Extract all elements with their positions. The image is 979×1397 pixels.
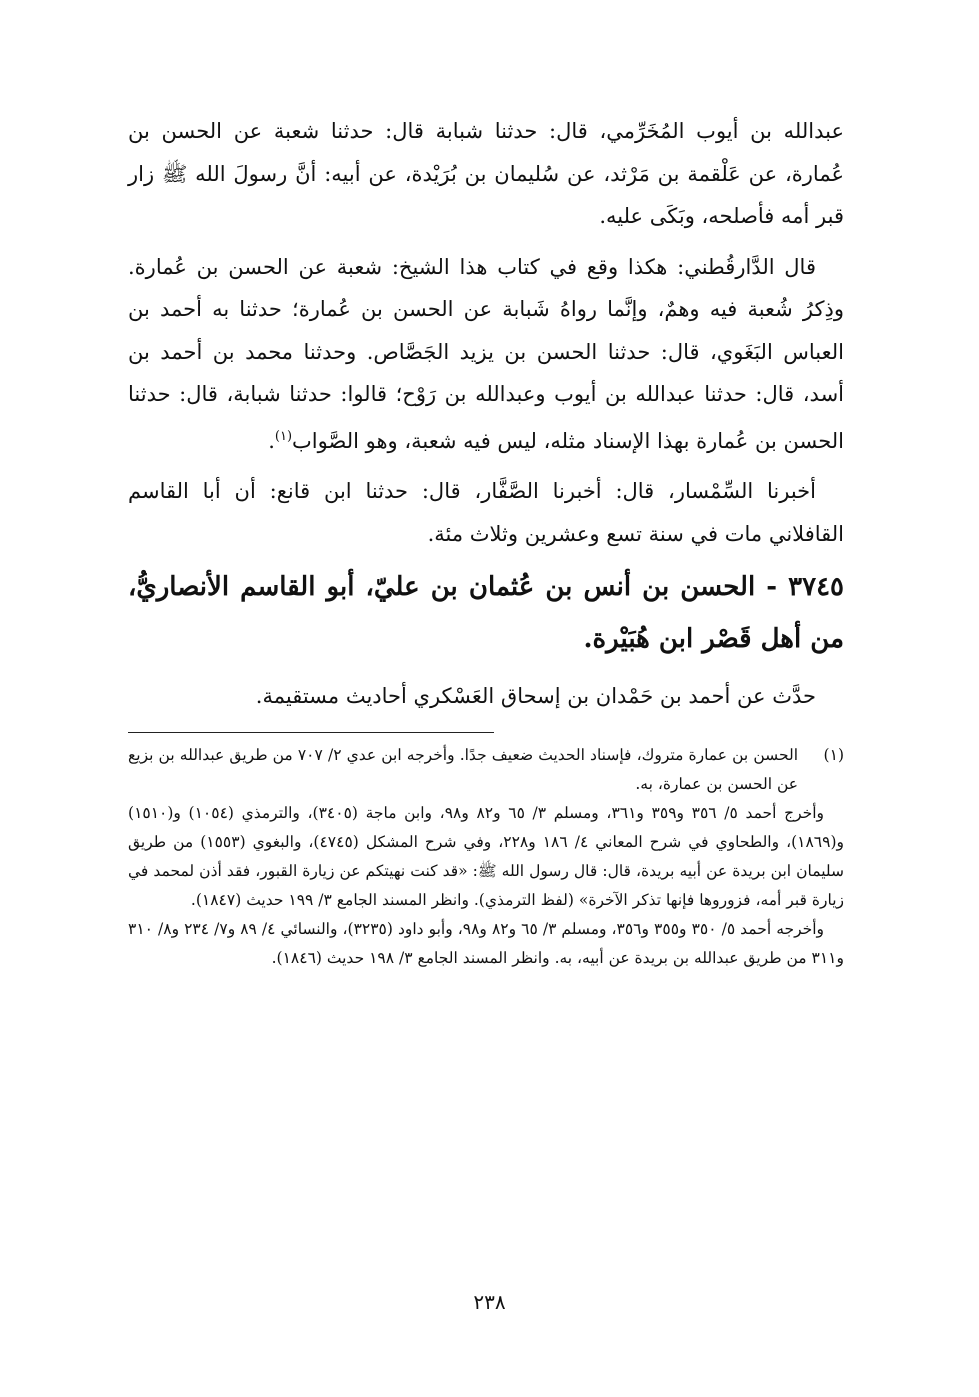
page-body <box>128 110 844 973</box>
paragraph-qafalani-death: أخبرنا السِّمْسار، قال: أخبرنا الصَّفَّار، قال: حدثنا ابن قانع: أن أبا القاسم القافلاني مات في سنة تسع وعشرين وثلاث مئة. <box>128 479 844 546</box>
footnote-1-text: الحسن بن عمارة متروك، فإسناد الحديث ضعيف جدًا. وأخرجه ابن عدي ٢/ ٧٠٧ من طريق عبدالله بن بزيع عن الحسن بن عمارة، به. <box>128 745 799 793</box>
footnote-number: (١) <box>823 745 844 764</box>
biography-entry-heading: ٣٧٤٥ - الحسن بن أنس بن عُثمان بن عليّ، أبو القاسم الأنصاريُّ، من أهل قَصْر ابن هُبَيْرة. <box>128 572 844 654</box>
paragraph-daraqutni-comment: قال الدَّارقُطني: هكذا وقع في كتاب هذا الشيخ: شعبة عن الحسن بن عُمارة. وذِكرُ شُعبة فيه وهمٌ، وإنَّما رواهُ شَبابة عن الحسن بن عُمارة؛ حدثنا به أحمد بن العباس البَغَوي، قال: حدثنا الحسن بن يزيد الجَصَّاص. وحدثنا محمد بن أحمد بن أسد، قال: حدثنا عبدالله بن أيوب وعبدالله بن رَوْح؛ قالوا: حدثنا شبابة، قال: حدثنا الحسن بن عُمارة بهذا الإسناد مثله، ليس فيه شعبة، وهو الصَّواب$^{(١)}$. <box>128 254 844 453</box>
footnote-separator <box>128 732 494 733</box>
footnote-1-paragraph-3: وأخرجه أحمد ٥/ ٣٥٠ و٣٥٥ و٣٥٦، ومسلم ٣/ ٦٥ و٨٢ و٩٨، وأبو داود (٣٢٣٥)، والنسائي ٤/ ٨٩ و٧/ ٢٣٤ و٨/ ٣١٠ و٣١١ من طريق عبدالله بن بريدة عن أبيه، به. وانظر المسند الجامع ٣/ ١٩٨ حديث (١٨٤٦). <box>128 919 844 967</box>
footnotes-section <box>128 741 844 973</box>
footnote-reference[interactable]: (١) <box>274 428 293 444</box>
footnote-1-paragraph-2: وأخرج أحمد ٥/ ٣٥٦ و٣٥٩ و٣٦١، ومسلم ٣/ ٦٥ و٨٢ و٩٨، وابن ماجة (٣٤٠٥)، والترمذي (١٠٥٤) و(١٥١٠) و(١٨٦٩)، والطحاوي في شرح المعاني ٤/ ١٨٦ و٢٢٨، وفي شرح المشكل (٤٧٤٥)، والبغوي (١٥٥٣) من طريق سليمان ابن بريدة عن أبيه بريدة، قال: قال رسول الله ﷺ: «قد كنت نهيتكم عن زيارة القبور، فقد أذن لمحمد في زيارة قبر أمه، فزوروها فإنها تذكر الآخرة» (لفظ الترمذي). وانظر المسند الجامع ٣/ ١٩٩ حديث (١٨٤٧). <box>128 803 844 909</box>
paragraph-entry-body: حدَّث عن أحمد بن حَمْدان بن إسحاق العَسْكري أحاديث مستقيمة. <box>255 684 816 708</box>
footnote-1 <box>128 741 844 799</box>
paragraph-hadith-text: عبدالله بن أيوب المُخَرِّمي، قال: حدثنا شبابة قال: حدثنا شعبة عن الحسن بن عُمارة، عن عَلْقمة بن مَرْثد، عن سُليمان بن بُرَيْدة، عن أبيه: أنَّ رسولَ الله ﷺ زار قبر أمه فأصلحه، وبَكَى عليه. <box>128 119 844 228</box>
page-number: ٢٣٨ <box>473 1290 506 1314</box>
